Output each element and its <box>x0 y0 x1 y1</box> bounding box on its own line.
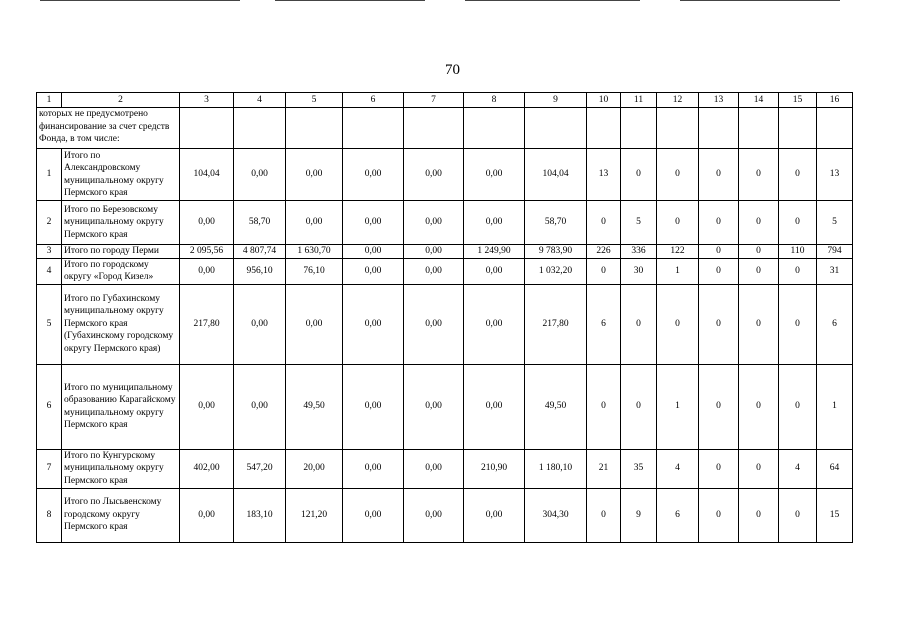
row-name: Итого по городскому округу «Город Кизел» <box>62 258 180 284</box>
row-number: 5 <box>37 284 62 364</box>
value-cell: 0 <box>779 201 817 245</box>
value-cell: 104,04 <box>180 149 234 201</box>
header-cell: 15 <box>779 93 817 108</box>
value-cell: 0 <box>739 488 779 542</box>
value-cell: 0,00 <box>180 488 234 542</box>
value-cell: 104,04 <box>525 149 587 201</box>
header-cell: 12 <box>657 93 699 108</box>
value-cell: 2 095,56 <box>180 245 234 259</box>
value-cell: 1 032,20 <box>525 258 587 284</box>
value-cell: 5 <box>817 201 853 245</box>
value-cell: 0 <box>657 201 699 245</box>
value-cell: 0,00 <box>180 258 234 284</box>
empty-cell <box>739 108 779 149</box>
row-number: 1 <box>37 149 62 201</box>
value-cell: 6 <box>657 488 699 542</box>
table-row <box>37 364 853 449</box>
value-cell: 0,00 <box>343 245 404 259</box>
value-cell: 0 <box>739 149 779 201</box>
top-edge-line <box>275 0 425 1</box>
value-cell: 0,00 <box>286 149 343 201</box>
header-cell: 7 <box>404 93 464 108</box>
value-cell: 0 <box>587 364 621 449</box>
table-row <box>37 488 853 542</box>
empty-cell <box>657 108 699 149</box>
value-cell: 0,00 <box>180 364 234 449</box>
row-name: Итого по Александровскому муниципальному округу Пермского края <box>62 149 180 201</box>
value-cell: 0 <box>621 284 657 364</box>
value-cell: 0 <box>699 245 739 259</box>
header-cell: 16 <box>817 93 853 108</box>
value-cell: 0 <box>739 449 779 488</box>
row-name: Итого по Кунгурскому муниципальному округу Пермского края <box>62 449 180 488</box>
value-cell: 0 <box>779 149 817 201</box>
value-cell: 0,00 <box>234 284 286 364</box>
value-cell: 210,90 <box>464 449 525 488</box>
row-name: Итого по муниципальному образованию Карагайскому муниципальному округу Пермского края <box>62 364 180 449</box>
value-cell: 0,00 <box>404 149 464 201</box>
value-cell: 9 783,90 <box>525 245 587 259</box>
value-cell: 956,10 <box>234 258 286 284</box>
value-cell: 0,00 <box>286 284 343 364</box>
value-cell: 30 <box>621 258 657 284</box>
empty-cell <box>779 108 817 149</box>
value-cell: 76,10 <box>286 258 343 284</box>
value-cell: 0,00 <box>343 488 404 542</box>
header-row <box>37 93 853 108</box>
value-cell: 0 <box>621 149 657 201</box>
empty-cell <box>587 108 621 149</box>
value-cell: 49,50 <box>525 364 587 449</box>
value-cell: 0 <box>739 245 779 259</box>
value-cell: 0 <box>587 258 621 284</box>
value-cell: 35 <box>621 449 657 488</box>
header-cell: 2 <box>62 93 180 108</box>
header-cell: 6 <box>343 93 404 108</box>
value-cell: 58,70 <box>525 201 587 245</box>
empty-cell <box>464 108 525 149</box>
row-number: 4 <box>37 258 62 284</box>
value-cell: 0,00 <box>343 201 404 245</box>
value-cell: 217,80 <box>180 284 234 364</box>
header-cell: 10 <box>587 93 621 108</box>
value-cell: 64 <box>817 449 853 488</box>
value-cell: 183,10 <box>234 488 286 542</box>
empty-cell <box>699 108 739 149</box>
value-cell: 0 <box>779 284 817 364</box>
value-cell: 402,00 <box>180 449 234 488</box>
value-cell: 121,20 <box>286 488 343 542</box>
header-cell: 14 <box>739 93 779 108</box>
value-cell: 794 <box>817 245 853 259</box>
empty-cell <box>525 108 587 149</box>
value-cell: 0,00 <box>180 201 234 245</box>
value-cell: 49,50 <box>286 364 343 449</box>
value-cell: 0 <box>699 149 739 201</box>
header-cell: 3 <box>180 93 234 108</box>
value-cell: 15 <box>817 488 853 542</box>
value-cell: 304,30 <box>525 488 587 542</box>
row-number: 3 <box>37 245 62 259</box>
value-cell: 0,00 <box>343 364 404 449</box>
top-edge-line <box>680 0 840 1</box>
value-cell: 9 <box>621 488 657 542</box>
value-cell: 0,00 <box>343 258 404 284</box>
value-cell: 1 <box>657 258 699 284</box>
value-cell: 0 <box>699 284 739 364</box>
row-name: Итого по Березовскому муниципальному округу Пермского края <box>62 201 180 245</box>
value-cell: 0 <box>657 149 699 201</box>
empty-cell <box>621 108 657 149</box>
header-cell: 4 <box>234 93 286 108</box>
value-cell: 0 <box>657 284 699 364</box>
header-cell: 9 <box>525 93 587 108</box>
value-cell: 0 <box>699 449 739 488</box>
value-cell: 6 <box>587 284 621 364</box>
row-name: Итого по Лысьвенскому городскому округу Пермского края <box>62 488 180 542</box>
header-cell: 8 <box>464 93 525 108</box>
empty-cell <box>234 108 286 149</box>
value-cell: 1 <box>657 364 699 449</box>
value-cell: 0,00 <box>234 149 286 201</box>
table-row <box>37 284 853 364</box>
value-cell: 0,00 <box>464 364 525 449</box>
value-cell: 217,80 <box>525 284 587 364</box>
value-cell: 0 <box>587 488 621 542</box>
empty-cell <box>343 108 404 149</box>
value-cell: 0,00 <box>404 488 464 542</box>
value-cell: 0,00 <box>404 201 464 245</box>
value-cell: 0 <box>587 201 621 245</box>
row-name: Итого по Губахинскому муниципальному округу Пермского края (Губахинскому городскому округу Пермского края) <box>62 284 180 364</box>
value-cell: 0,00 <box>286 201 343 245</box>
value-cell: 13 <box>817 149 853 201</box>
value-cell: 226 <box>587 245 621 259</box>
value-cell: 0 <box>699 364 739 449</box>
value-cell: 1 180,10 <box>525 449 587 488</box>
value-cell: 0,00 <box>343 284 404 364</box>
header-cell: 13 <box>699 93 739 108</box>
row-name: Итого по городу Перми <box>62 245 180 259</box>
value-cell: 0,00 <box>464 201 525 245</box>
top-edge-line <box>40 0 240 1</box>
row-number: 2 <box>37 201 62 245</box>
value-cell: 0,00 <box>464 488 525 542</box>
value-cell: 6 <box>817 284 853 364</box>
value-cell: 0,00 <box>343 149 404 201</box>
value-cell: 0 <box>699 488 739 542</box>
value-cell: 0,00 <box>404 364 464 449</box>
value-cell: 4 807,74 <box>234 245 286 259</box>
empty-cell <box>180 108 234 149</box>
value-cell: 122 <box>657 245 699 259</box>
value-cell: 0 <box>779 258 817 284</box>
header-cell: 5 <box>286 93 343 108</box>
table-row <box>37 149 853 201</box>
value-cell: 0 <box>779 488 817 542</box>
table-row <box>37 449 853 488</box>
value-cell: 0 <box>739 201 779 245</box>
table-row <box>37 258 853 284</box>
value-cell: 0,00 <box>464 149 525 201</box>
row-number: 7 <box>37 449 62 488</box>
value-cell: 0 <box>739 364 779 449</box>
value-cell: 0 <box>699 201 739 245</box>
top-edge-line <box>465 0 640 1</box>
value-cell: 547,20 <box>234 449 286 488</box>
value-cell: 110 <box>779 245 817 259</box>
intro-row <box>37 108 853 149</box>
header-cell: 11 <box>621 93 657 108</box>
empty-cell <box>404 108 464 149</box>
intro-text: которых не предусмотрено финансирование за счет средств Фонда, в том числе: <box>37 108 180 149</box>
value-cell: 0,00 <box>404 449 464 488</box>
data-table <box>36 92 853 543</box>
table-row <box>37 245 853 259</box>
page-number: 70 <box>445 62 460 78</box>
table-row <box>37 201 853 245</box>
value-cell: 4 <box>779 449 817 488</box>
value-cell: 0,00 <box>234 364 286 449</box>
value-cell: 0 <box>739 284 779 364</box>
empty-cell <box>286 108 343 149</box>
value-cell: 1 249,90 <box>464 245 525 259</box>
value-cell: 20,00 <box>286 449 343 488</box>
value-cell: 0 <box>621 364 657 449</box>
value-cell: 31 <box>817 258 853 284</box>
value-cell: 0,00 <box>464 258 525 284</box>
value-cell: 58,70 <box>234 201 286 245</box>
value-cell: 0,00 <box>464 284 525 364</box>
value-cell: 0,00 <box>404 245 464 259</box>
row-number: 6 <box>37 364 62 449</box>
value-cell: 0,00 <box>404 258 464 284</box>
empty-cell <box>817 108 853 149</box>
value-cell: 1 630,70 <box>286 245 343 259</box>
value-cell: 0,00 <box>404 284 464 364</box>
value-cell: 1 <box>817 364 853 449</box>
value-cell: 0 <box>699 258 739 284</box>
value-cell: 0 <box>739 258 779 284</box>
header-cell: 1 <box>37 93 62 108</box>
value-cell: 21 <box>587 449 621 488</box>
value-cell: 5 <box>621 201 657 245</box>
value-cell: 0,00 <box>343 449 404 488</box>
value-cell: 336 <box>621 245 657 259</box>
value-cell: 13 <box>587 149 621 201</box>
value-cell: 0 <box>779 364 817 449</box>
row-number: 8 <box>37 488 62 542</box>
value-cell: 4 <box>657 449 699 488</box>
